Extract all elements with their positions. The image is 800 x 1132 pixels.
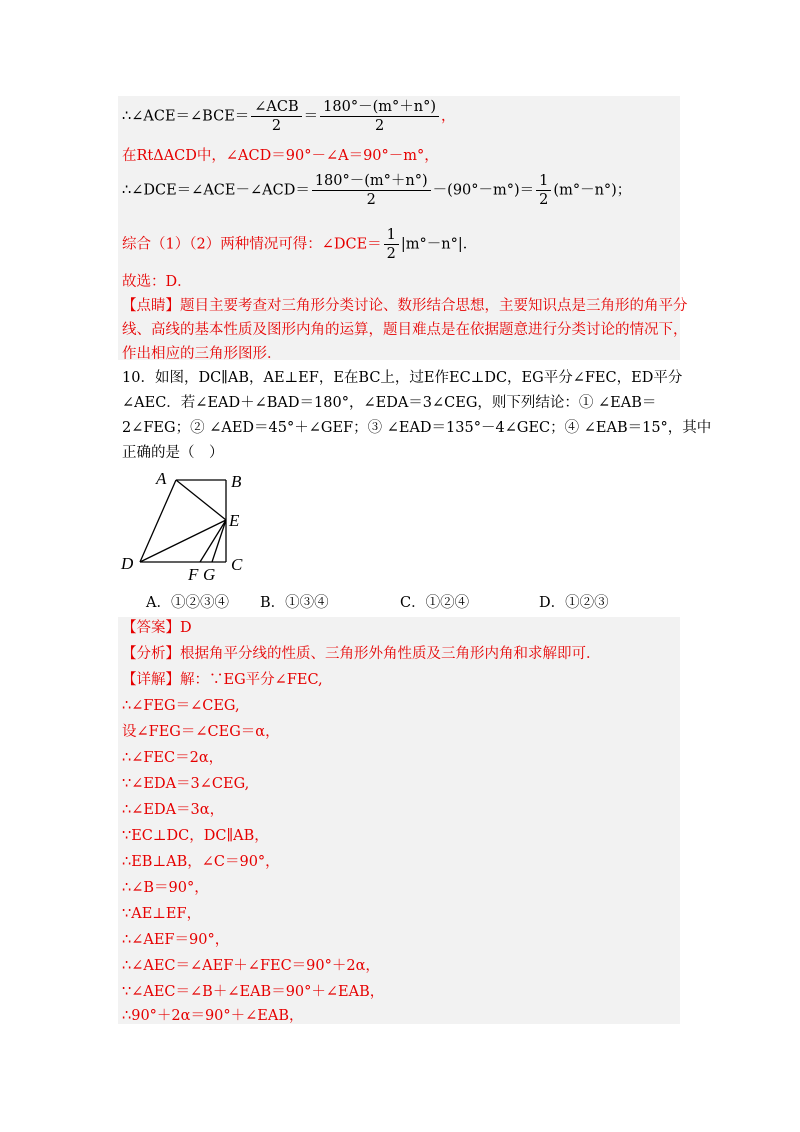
- fraction: $\frac{180^\circ-(m^\circ+n^\circ)}{2}$: [312, 172, 431, 209]
- label-e: E: [229, 511, 240, 530]
- segment-ad: [140, 480, 176, 562]
- detail-line-7: ∵EC⊥DC，DC∥AB，: [122, 828, 269, 844]
- question-line-2: ∠AEC．若∠EAD＋∠BAD＝180°，∠EDA＝3∠CEG，则下列结论：① ∠EAB＝: [122, 395, 657, 411]
- fraction: $\frac{1}{2}$: [536, 172, 551, 209]
- detail-line-12: ∴∠AEC＝∠AEF＋∠FEC＝90°＋2α，: [122, 958, 380, 974]
- comment-line-2: 线、高线的基本性质及图形内角的运算，题目难点是在依据题意进行分类讨论的情况下，: [122, 322, 688, 338]
- detail-line-6: ∴∠EDA＝3α，: [122, 802, 225, 818]
- option-c[interactable]: C．①②④: [400, 595, 470, 611]
- fraction: $\frac{1}{2}$: [384, 226, 399, 263]
- solution-line-2: 在RtΔACD中，∠ACD＝90°－∠A＝90°－m°，: [122, 148, 439, 164]
- option-d[interactable]: D．①②③: [539, 595, 609, 611]
- detail-line-1: 【详解】解：∵EG平分∠FEC,: [122, 672, 323, 688]
- label-f: F: [188, 565, 199, 582]
- detail-line-9: ∴∠B＝90°，: [122, 880, 209, 896]
- label-b: B: [231, 472, 242, 491]
- detail-line-11: ∴∠AEF＝90°，: [122, 932, 230, 948]
- detail-line-14: ∴90°＋2α＝90°＋∠EAB，: [122, 1008, 304, 1024]
- label-a: A: [156, 470, 167, 488]
- label-c: C: [231, 555, 243, 574]
- question-line-3: 2∠FEG；② ∠AED＝45°＋∠GEF；③ ∠EAD＝135°－4∠GEC；④ ∠EAB＝15°，其中: [122, 420, 712, 436]
- geometry-figure: [118, 470, 258, 582]
- question-line-1: 10．如图，DC∥AB，AE⊥EF，E在BC上，过E作EC⊥DC，EG平分∠FEC，ED平分: [122, 370, 683, 386]
- label-d: D: [121, 554, 134, 573]
- fraction: $\frac{180^\circ-(m^\circ+n^\circ)}{2}$: [320, 98, 439, 135]
- comment-line-1: 【点睛】题目主要考查对三角形分类讨论、数形结合思想，主要知识点是三角形的角平分: [122, 298, 688, 314]
- option-a[interactable]: A．①②③④: [146, 595, 229, 611]
- solution-line-4: 综合（1）（2）两种情况可得：∠DCE＝ $\frac{1}{2}$ |m°－n°|．: [122, 227, 478, 262]
- solution-line-1: ∴∠ACE＝∠BCE＝ $\frac{\text{∠ACB}}{2}$ ＝ $\frac{180^\circ-(m^\circ+n^\circ)}{2}$ ，: [122, 99, 456, 134]
- detail-line-3: 设∠FEG＝∠CEG＝α，: [122, 724, 280, 740]
- detail-line-5: ∵∠EDA＝3∠CEG,: [122, 776, 250, 792]
- segment-ae: [176, 480, 226, 520]
- answer-line: 【答案】D: [122, 620, 192, 636]
- question-line-4: 正确的是（ ）: [122, 445, 224, 461]
- solution-line-5: 故选：D．: [122, 274, 192, 290]
- option-b[interactable]: B．①③④: [260, 595, 329, 611]
- comment-line-3: 作出相应的三角形图形．: [122, 346, 282, 362]
- detail-line-8: ∴EB⊥AB，∠C＝90°，: [122, 854, 280, 870]
- detail-line-2: ∴∠FEG＝∠CEG,: [122, 698, 240, 714]
- fraction: $\frac{\text{∠ACB}}{2}$: [251, 98, 301, 135]
- analysis-line: 【分析】根据角平分线的性质、三角形外角性质及三角形内角和求解即可．: [122, 646, 601, 662]
- detail-line-13: ∵∠AEC＝∠B＋∠EAB＝90°＋∠EAB，: [122, 984, 385, 1000]
- solution-line-3: ∴∠DCE＝∠ACE－∠ACD＝ $\frac{180^\circ-(m^\circ+n^\circ)}{2}$ －(90°－m°)＝ $\frac{1}{2}$ (m°－n°)；: [122, 173, 632, 208]
- detail-line-10: ∵AE⊥EF，: [122, 906, 202, 922]
- detail-line-4: ∴∠FEC＝2α，: [122, 750, 224, 766]
- label-g: G: [203, 565, 216, 582]
